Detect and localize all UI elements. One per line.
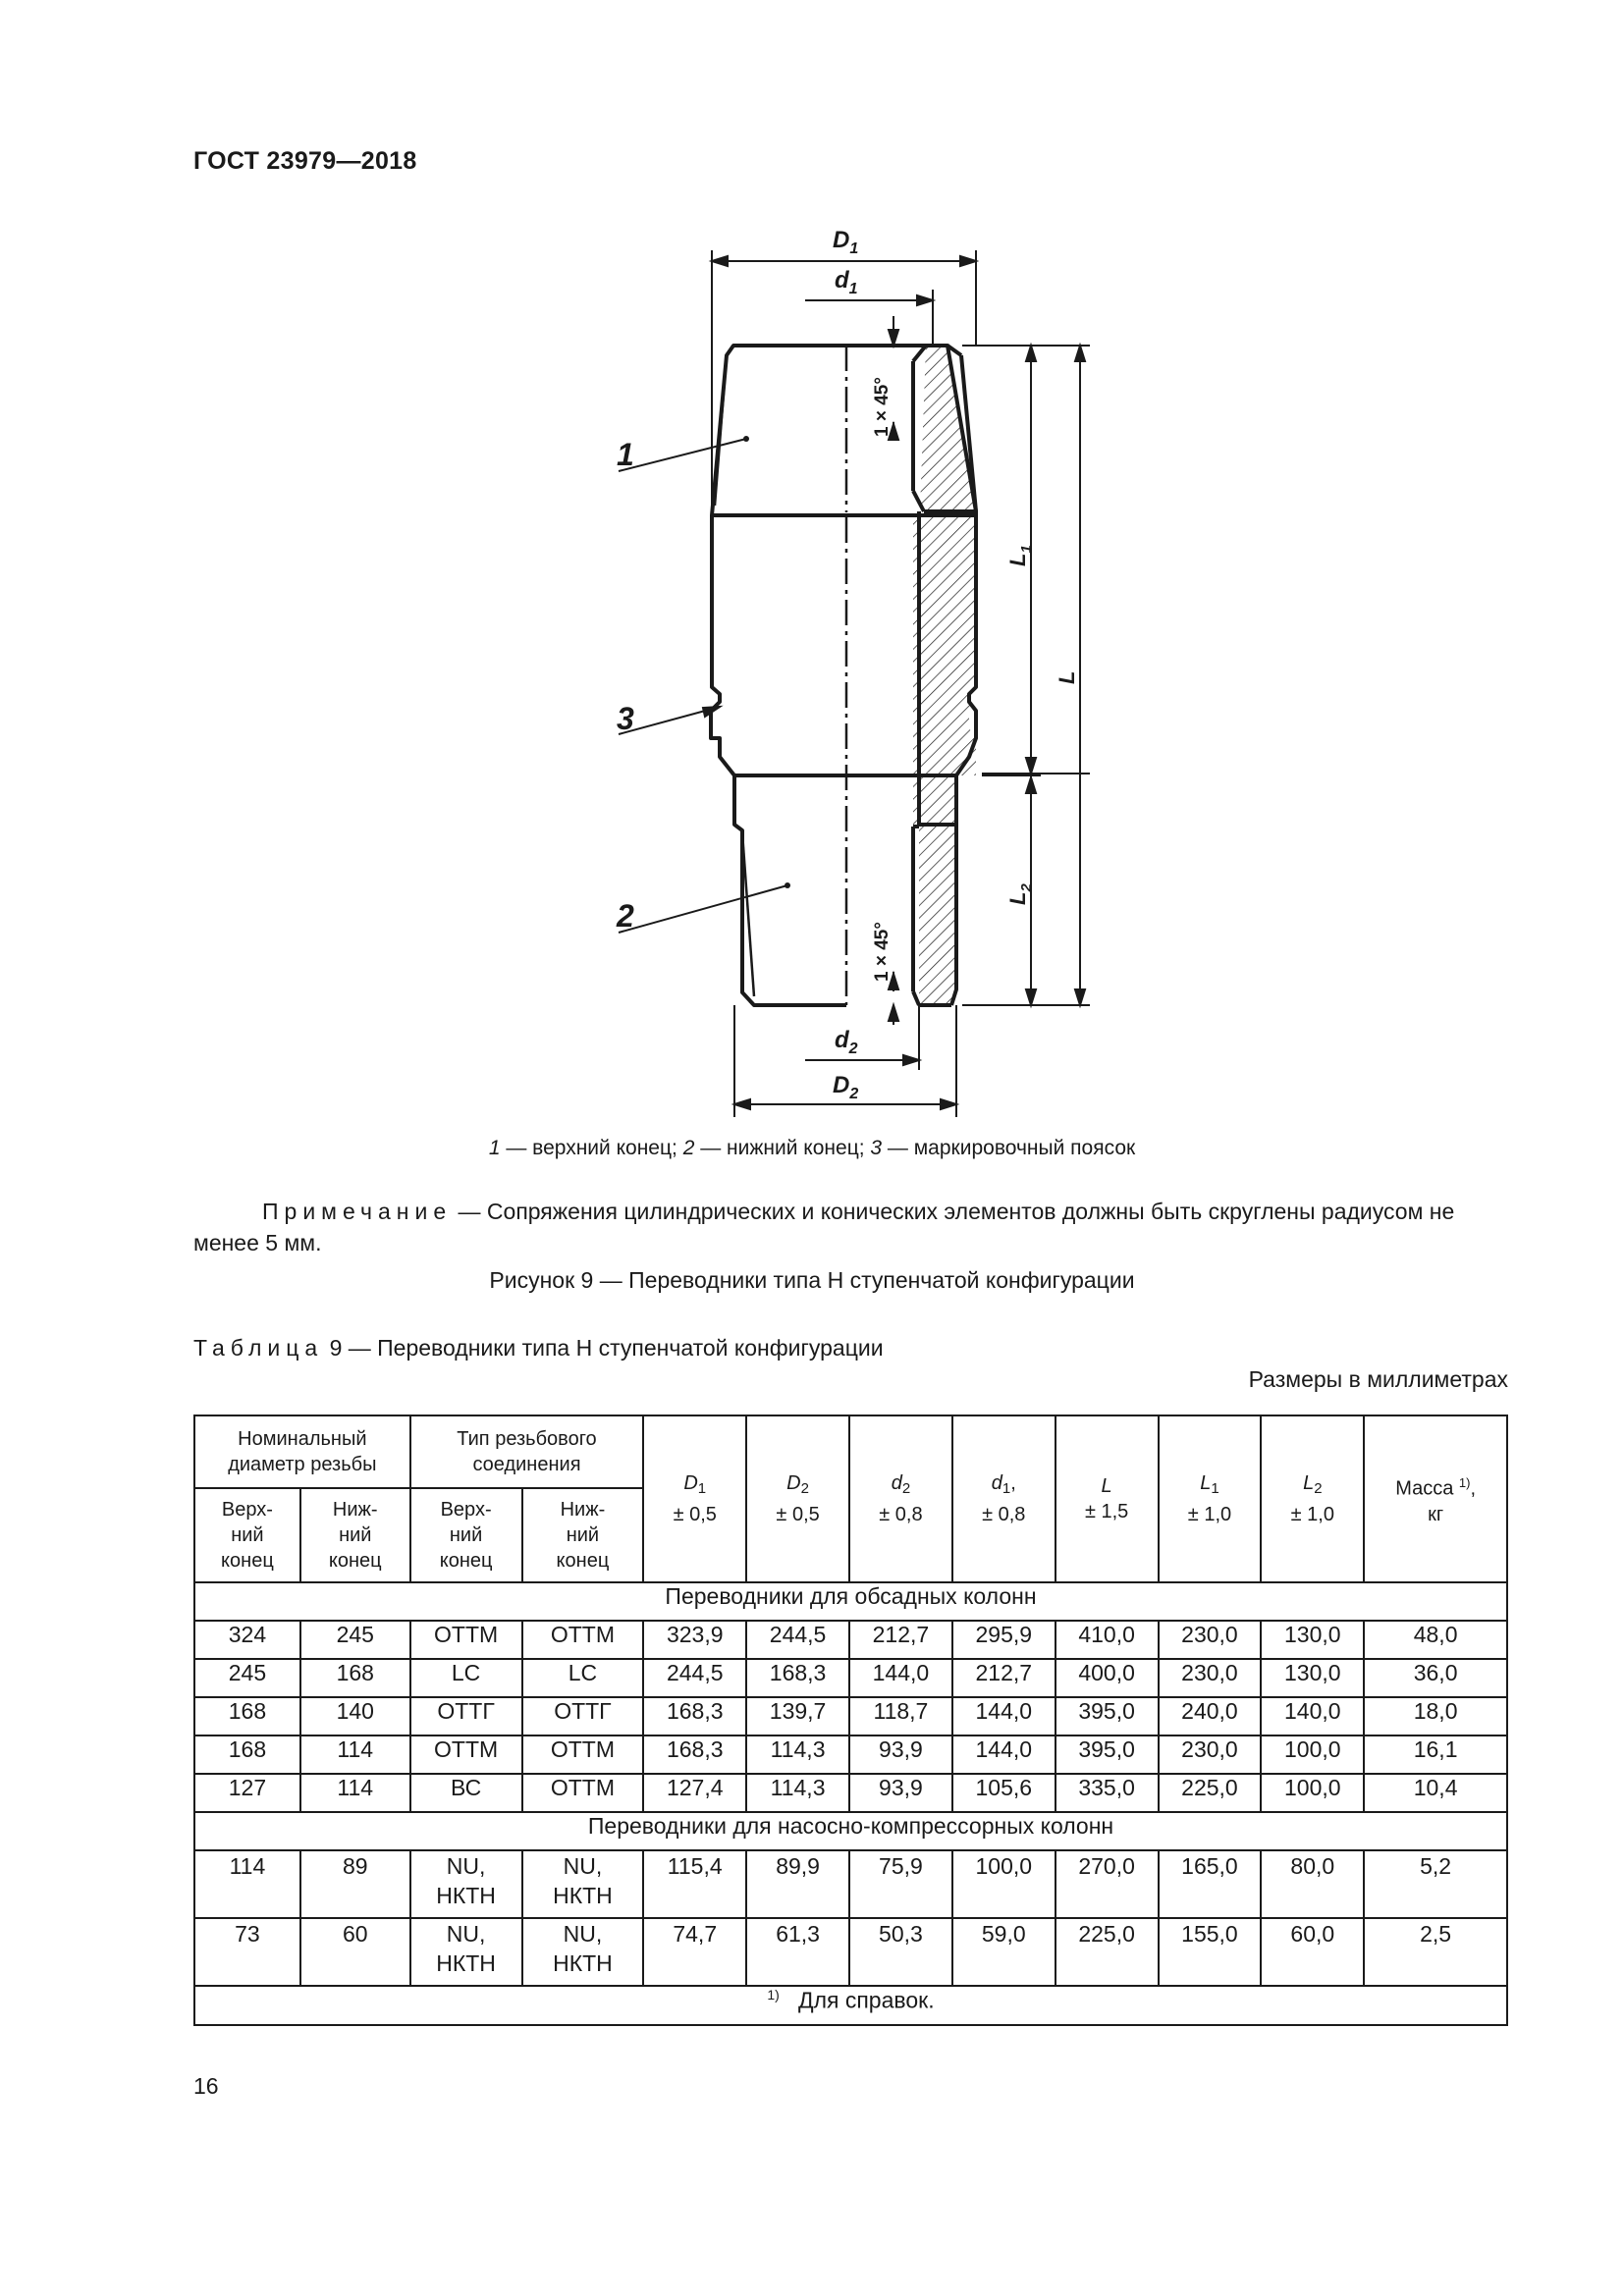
header-thread-type: Тип резьбового соединения [410,1415,644,1488]
table-cell: 100,0 [1261,1735,1364,1774]
table-cell: 144,0 [952,1697,1056,1735]
table-cell: 18,0 [1364,1697,1507,1735]
table-cell: 324 [194,1621,300,1659]
table-cell: 50,3 [849,1918,952,1986]
table-cell: ОТТМ [410,1621,522,1659]
chamfer-upper-label: 1 × 45° [872,377,893,437]
header-D2: $D_2$ ± 0,5 [746,1415,849,1582]
table-cell: 225,0 [1159,1774,1262,1812]
table-cell: 335,0 [1056,1774,1159,1812]
dim-d2-label: $d_2$ [835,1027,858,1057]
table-cell: 244,5 [746,1621,849,1659]
table-cell: 165,0 [1159,1850,1262,1918]
header-thread-upper: Верх- ний конец [410,1488,522,1582]
header-nominal-upper: Верх- ний конец [194,1488,300,1582]
table-cell: 168,3 [746,1659,849,1697]
figure-9-drawing [550,221,1139,1124]
table-cell: 60,0 [1261,1918,1364,1986]
table-cell: ОТТМ [522,1774,644,1812]
table-cell: 212,7 [952,1659,1056,1697]
table-cell: 118,7 [849,1697,952,1735]
dimension-lines [619,250,1090,1117]
table-cell: 168,3 [643,1735,746,1774]
callout-2: 2 [617,898,634,934]
document-number: ГОСТ 23979—2018 [193,147,417,175]
table-cell: 395,0 [1056,1735,1159,1774]
table-caption: Таблица 9 — Переводники типа Н ступенчатой конфигурации [193,1335,884,1361]
table-cell: ВС [410,1774,522,1812]
table-cell: 410,0 [1056,1621,1159,1659]
dim-L-label: L [1055,670,1079,684]
table-cell: ОТТГ [410,1697,522,1735]
table-cell: 105,6 [952,1774,1056,1812]
footnote-mark: 1) [767,1987,780,2002]
table-cell: 130,0 [1261,1659,1364,1697]
table-cell: 168 [194,1697,300,1735]
table-cell: 5,2 [1364,1850,1507,1918]
table-cell: 16,1 [1364,1735,1507,1774]
table-cell: 323,9 [643,1621,746,1659]
table-cell: 400,0 [1056,1659,1159,1697]
table-cell: ОТТМ [522,1735,644,1774]
callout-1: 1 [617,437,634,472]
table-cell: 295,9 [952,1621,1056,1659]
table-cell: 140,0 [1261,1697,1364,1735]
callout-3: 3 [617,701,634,736]
table-cell: 230,0 [1159,1735,1262,1774]
header-L2: $L_2$ ± 1,0 [1261,1415,1364,1582]
table-cell: 212,7 [849,1621,952,1659]
table-cell: 245 [194,1659,300,1697]
section-title: Переводники для насосно-компрессорных колонн [194,1812,1507,1850]
table-cell: 230,0 [1159,1621,1262,1659]
table-cell: 89 [300,1850,410,1918]
table-cell: LC [410,1659,522,1697]
table-cell: 225,0 [1056,1918,1159,1986]
table-cell: 59,0 [952,1918,1056,1986]
header-d2: $d_2$ ± 0,8 [849,1415,952,1582]
table-cell: 130,0 [1261,1621,1364,1659]
units-note: Размеры в миллиметрах [1248,1366,1508,1392]
spec-table [193,1415,1508,2026]
table-cell: 144,0 [952,1735,1056,1774]
dim-L2-label: $L_2$ [1005,883,1035,905]
header-D1: $D_1$ ± 0,5 [643,1415,746,1582]
table-row [194,1735,1507,1774]
header-nominal-diameter: Номинальный диаметр резьбы [194,1415,410,1488]
note-label: Примечание [262,1199,453,1224]
section-row [194,1812,1507,1850]
table-cell: 127 [194,1774,300,1812]
table-cell: 168 [300,1659,410,1697]
table-row [194,1621,1507,1659]
table-cell: NU, НКТН [522,1850,644,1918]
table-cell: 168 [194,1735,300,1774]
dim-D2-label: $D_2$ [833,1072,859,1102]
header-nominal-lower: Ниж- ний конец [300,1488,410,1582]
table-cell: 114 [194,1850,300,1918]
header-mass: Масса $^{1)}$, кг [1364,1415,1507,1582]
table-cell: 114 [300,1735,410,1774]
header-L1: $L_1$ ± 1,0 [1159,1415,1262,1582]
table-row [194,1659,1507,1697]
footnote-text: Для справок. [779,1987,935,2013]
table-row [194,1697,1507,1735]
table-cell: NU, НКТН [410,1918,522,1986]
table-cell: 155,0 [1159,1918,1262,1986]
table-cell: ОТТГ [522,1697,644,1735]
table-row [194,1774,1507,1812]
table-cell: 48,0 [1364,1621,1507,1659]
dim-d1-label: $d_1$ [835,267,858,297]
figure-legend: 1 — верхний конец; 2 — нижний конец; 3 — маркировочный поясок [488,1137,1136,1159]
table-cell: 114,3 [746,1735,849,1774]
table-cell: ОТТМ [410,1735,522,1774]
table-cell: 244,5 [643,1659,746,1697]
table-cell: 127,4 [643,1774,746,1812]
table-cell: 61,3 [746,1918,849,1986]
table-cell: 89,9 [746,1850,849,1918]
table-cell: 270,0 [1056,1850,1159,1918]
section-row [194,1582,1507,1621]
table-cell: 73 [194,1918,300,1986]
header-d1: $d_1$, ± 0,8 [952,1415,1056,1582]
note [193,1196,1509,1258]
table-row [194,1918,1507,1986]
figure-caption: Рисунок 9 — Переводники типа Н ступенчатой конфигурации [489,1267,1135,1293]
table-cell: 114,3 [746,1774,849,1812]
page-number: 16 [193,2073,219,2099]
section-title: Переводники для обсадных колонн [194,1582,1507,1621]
table-cell: 139,7 [746,1697,849,1735]
table-cell: 10,4 [1364,1774,1507,1812]
table-cell: NU, НКТН [522,1918,644,1986]
table-cell: NU, НКТН [410,1850,522,1918]
table-cell: 140 [300,1697,410,1735]
table-cell: 168,3 [643,1697,746,1735]
table-cell: 80,0 [1261,1850,1364,1918]
table-cell: 230,0 [1159,1659,1262,1697]
table-cell: 2,5 [1364,1918,1507,1986]
header-thread-lower: Ниж- ний конец [522,1488,644,1582]
table-cell: 100,0 [1261,1774,1364,1812]
dim-D1-label: $D_1$ [833,227,859,257]
header-L: L ± 1,5 [1056,1415,1159,1582]
table-cell: 115,4 [643,1850,746,1918]
dim-L1-label: $L_1$ [1005,545,1035,566]
table-cell: 36,0 [1364,1659,1507,1697]
table-cell: 60 [300,1918,410,1986]
table-cell: 114 [300,1774,410,1812]
table-cell: 93,9 [849,1735,952,1774]
table-cell: 395,0 [1056,1697,1159,1735]
table-row [194,1850,1507,1918]
table-cell: ОТТМ [522,1621,644,1659]
table-cell: 144,0 [849,1659,952,1697]
chamfer-lower-label: 1 × 45° [872,922,893,982]
table-cell: 245 [300,1621,410,1659]
table-cell: LC [522,1659,644,1697]
table-cell: 75,9 [849,1850,952,1918]
table-cell: 240,0 [1159,1697,1262,1735]
table-cell: 93,9 [849,1774,952,1812]
table-footnote [194,1986,1507,2025]
table-cell: 74,7 [643,1918,746,1986]
section-hatch [913,346,976,1005]
table-cell: 100,0 [952,1850,1056,1918]
note-text: — Сопряжения цилиндрических и конических элементов должны быть скруглены радиусом не менее 5 мм. [193,1199,1455,1255]
